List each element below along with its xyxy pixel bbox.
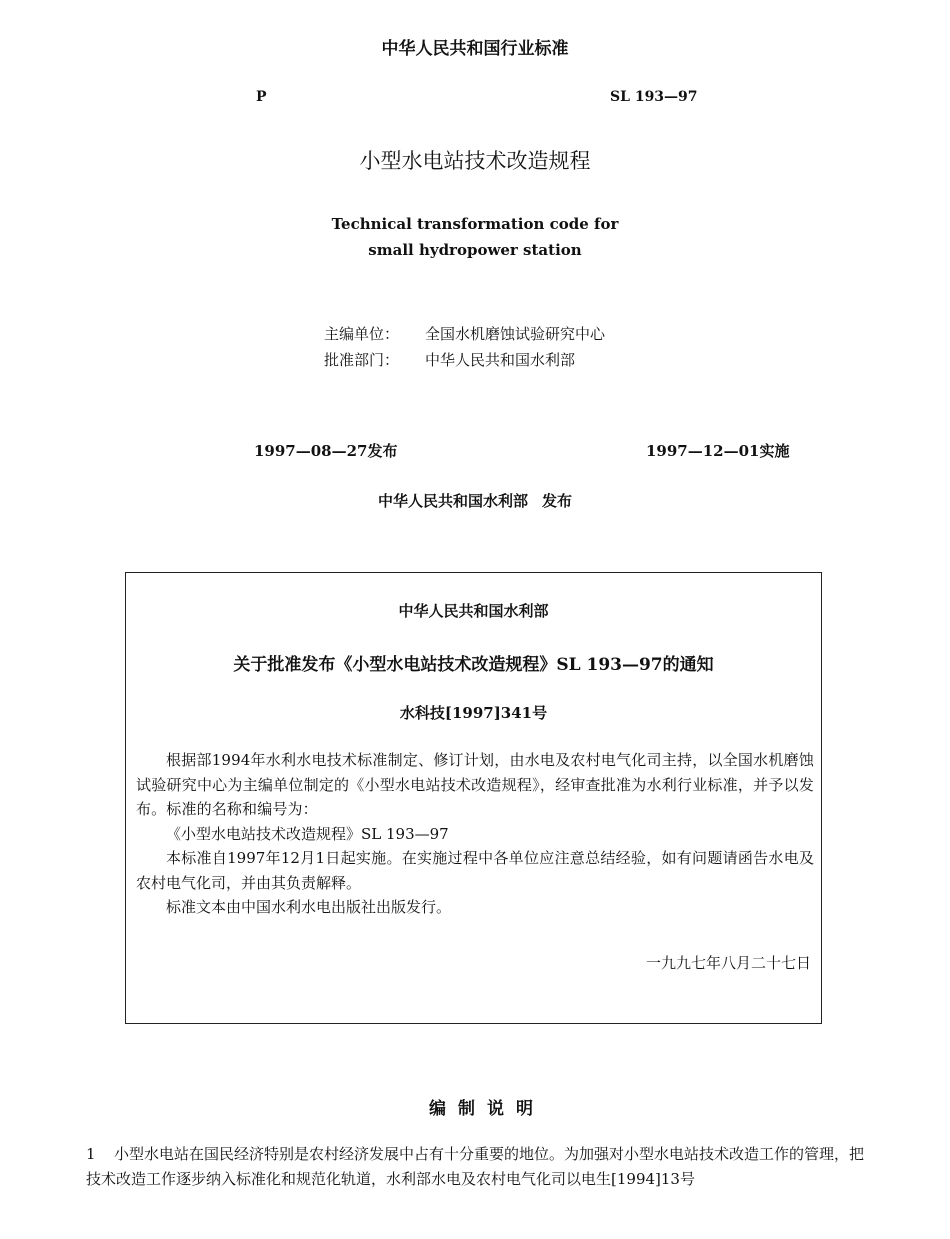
- section-title: 编制说明: [429, 1099, 545, 1119]
- publisher-name: 中华人民共和国水利部: [377, 492, 528, 510]
- notice-title: 关于批准发布《小型水电站技术改造规程》SL 193—97的通知: [233, 655, 714, 675]
- section-item-number: 1: [86, 1145, 96, 1163]
- editor-value: 全国水机磨蚀试验研究中心: [425, 325, 606, 343]
- approver-row: [0, 349, 950, 371]
- approval-notice-box: [125, 572, 822, 1024]
- notice-paragraph: 本标准自1997年12月1日起实施。在实施过程中各单位应注意总结经验，如有问题请函告水电及农村电气化司，并由其负责解释。: [136, 849, 814, 892]
- section-item-text: 小型水电站在国民经济特别是农村经济发展中占有十分重要的地位。为加强对小型水电站技术改造工作的管理，把技术改造工作逐步纳入标准化和规范化轨道，水利部水电及农村电气化司以电生[1994]13号: [86, 1145, 865, 1188]
- classification-code: P: [256, 89, 267, 105]
- document-title-english-line2: small hydropower station: [368, 241, 582, 259]
- notice-doc-number: 水科技[1997]341号: [399, 704, 548, 722]
- notice-paragraph: 根据部1994年水利水电技术标准制定、修订计划，由水电及农村电气化司主持，以全国水机磨蚀试验研究中心为主编单位制定的《小型水电站技术改造规程》，经审查批准为水利行业标准，并予以发布。标准的名称和编号为：: [136, 751, 814, 818]
- standard-heading: 中华人民共和国行业标准: [381, 39, 569, 59]
- notice-paragraph: 《小型水电站技术改造规程》SL 193—97: [166, 824, 449, 843]
- document-title-chinese: 小型水电站技术改造规程: [359, 149, 591, 173]
- publisher-line: [0, 490, 950, 511]
- editor-label: 主编单位：: [324, 325, 400, 343]
- issue-date: 1997—08—27发布: [254, 442, 398, 460]
- notice-body: [136, 748, 814, 920]
- notice-ministry: 中华人民共和国水利部: [398, 602, 549, 620]
- notice-paragraph: 标准文本由中国水利水电出版社出版发行。: [166, 898, 452, 916]
- notice-date: 一九九七年八月二十七日: [645, 954, 811, 972]
- standard-number: SL 193—97: [610, 89, 698, 105]
- publisher-action: 发布: [542, 492, 573, 510]
- editor-row: [0, 323, 950, 345]
- approver-label: 批准部门：: [324, 351, 400, 369]
- document-title-english-line1: Technical transformation code for: [331, 215, 619, 233]
- implementation-date: 1997—12—01实施: [646, 442, 790, 460]
- approver-value: 中华人民共和国水利部: [425, 351, 576, 369]
- section-item: [86, 1142, 864, 1191]
